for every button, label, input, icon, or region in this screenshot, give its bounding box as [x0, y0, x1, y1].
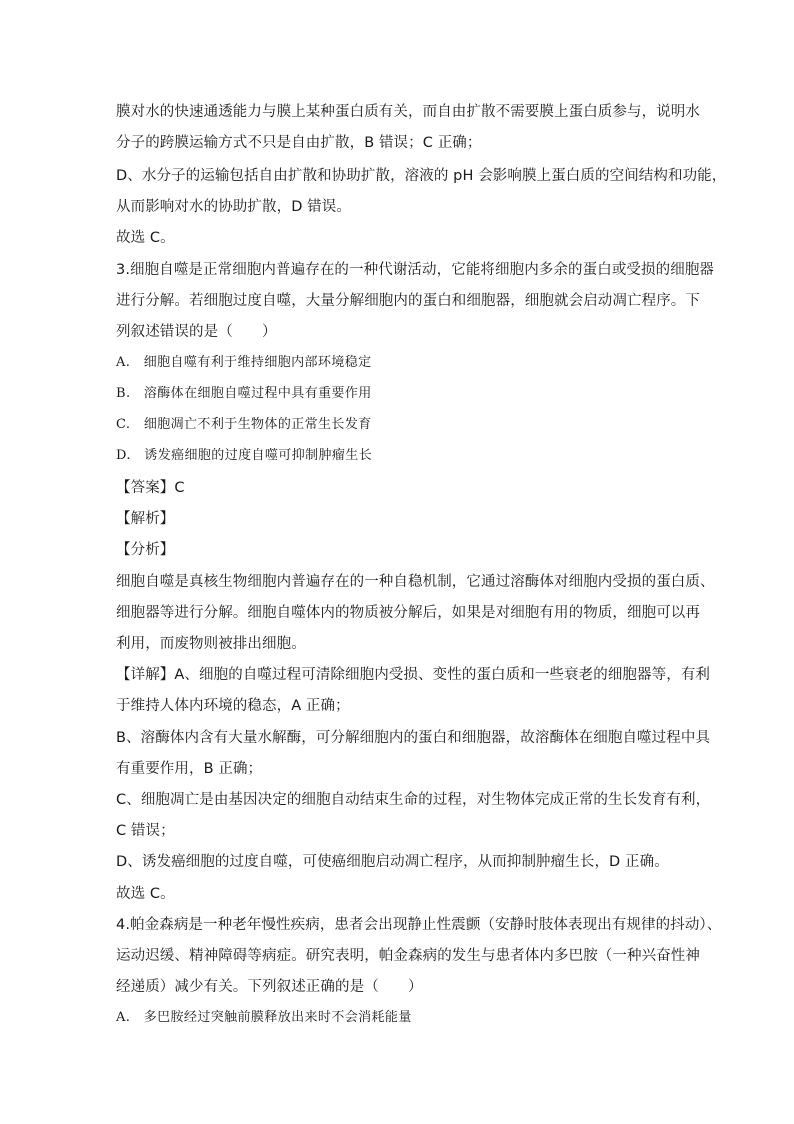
question-4-stem: 经递质）减少有关。下列叙述正确的是（ ） — [116, 979, 423, 995]
text-line: 利用，而废物则被排出细胞。 — [116, 636, 306, 652]
text-line: C、细胞凋亡是由基因决定的细胞自动结束生命的过程，对生物体完成正常的生长发育有利， — [116, 792, 711, 808]
text-line: B、溶酶体内含有大量水解酶，可分解细胞内的蛋白和细胞器，故溶酶体在细胞自噬过程中具 — [116, 730, 711, 746]
text-line: 于维持人体内环境的稳态，A 正确； — [116, 698, 350, 714]
question-4-stem: 4.帕金森病是一种老年慢性疾病，患者会出现静止性震颤（安静时肢体表现出有规律的抖动）、 — [116, 917, 722, 933]
breakdown-label: 【分析】 — [116, 542, 175, 558]
question-3-option-d: D. 诱发癌细胞的过度自噬可抑制肿瘤生长 — [116, 448, 373, 463]
answer-label: 【答案】C — [116, 480, 185, 496]
text-line: D、水分子的运输包括自由扩散和协助扩散，溶液的 pH 会影响膜上蛋白质的空间结构和功能， — [116, 168, 727, 184]
question-3-option-a: A. 细胞自噬有利于维持细胞内部环境稳定 — [116, 355, 372, 370]
text-line: C 错误； — [116, 823, 175, 839]
question-3-option-c: C. 细胞凋亡不利于生物体的正常生长发育 — [116, 417, 372, 432]
question-3-stem: 3.细胞自噬是正常细胞内普遍存在的一种代谢活动，它能将细胞内多余的蛋白或受损的细胞器 — [116, 262, 715, 278]
text-line: 故选 C。 — [116, 230, 175, 246]
text-line: 细胞自噬是真核生物细胞内普遍存在的一种自稳机制，它通过溶酶体对细胞内受损的蛋白质、 — [116, 574, 715, 590]
question-3-stem: 列叙述错误的是（ ） — [116, 324, 277, 340]
text-line: 有重要作用，B 正确； — [116, 761, 263, 777]
question-3-stem: 进行分解。若细胞过度自噬，大量分解细胞内的蛋白和细胞器，细胞就会启动凋亡程序。下 — [116, 293, 700, 309]
text-line: D、诱发癌细胞的过度自噬，可使癌细胞启动凋亡程序，从而抑制肿瘤生长，D 正确。 — [116, 854, 669, 870]
analysis-label: 【解析】 — [116, 511, 175, 527]
question-4-stem: 运动迟缓、精神障碍等病症。研究表明，帕金森病的发生与患者体内多巴胺（一种兴奋性神 — [116, 948, 700, 964]
text-line: 故选 C。 — [116, 886, 175, 902]
text-line: 分子的跨膜运输方式不只是自由扩散，B 错误；C 正确； — [116, 135, 482, 151]
detail-label: 【详解】A、细胞的自噬过程可清除细胞内受损、变性的蛋白质和一些衰老的细胞器等，有利 — [116, 667, 711, 683]
question-3-option-b: B. 溶酶体在细胞自噬过程中具有重要作用 — [116, 386, 372, 401]
text-line: 从而影响对水的协助扩散，D 错误。 — [116, 199, 351, 215]
question-4-option-a: A. 多巴胺经过突触前膜释放出来时不会消耗能量 — [116, 1010, 412, 1025]
text-line: 细胞器等进行分解。细胞自噬体内的物质被分解后，如果是对细胞有用的物质，细胞可以再 — [116, 605, 700, 621]
text-line: 膜对水的快速通透能力与膜上某种蛋白质有关，而自由扩散不需要膜上蛋白质参与，说明水 — [116, 104, 700, 120]
